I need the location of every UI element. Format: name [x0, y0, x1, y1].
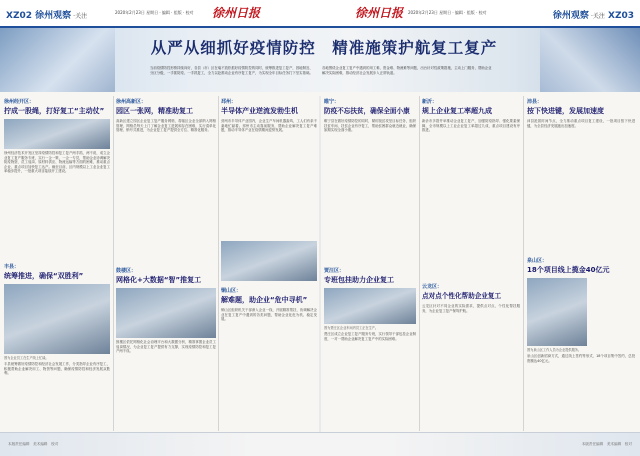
article-body: 睢宁县在做好疫情防控的同时，紧盯脱贫攻坚目标任务，组织扶贫车间、扶贫企业有序复工，帮助贫困群众就近就业，确保如期实现全面小康。	[324, 119, 416, 132]
banner-photo-right	[540, 28, 640, 92]
article-body: 沛县抢抓时间节点，全力推动重点项目复工建设，一批项目按下快进键，为全县经济发展跑出加速度。	[527, 119, 635, 128]
column-rule	[218, 96, 219, 431]
lede-left: 当前疫情防控形势持续向好，各县（市）区在毫不放松抓好疫情防控的同时，统筹推进复工复产，因地制宜、分区分级，一手抓防疫、一手抓复工，全力以赴推动企业有序复工复产，为实现全年目标任务打下坚实基础。	[150, 66, 313, 75]
section-label: 贾汪区：	[324, 268, 345, 274]
column-1	[4, 96, 110, 431]
footer-right-credit: 本版责任编辑 美术编辑 校对	[581, 442, 632, 446]
right-date-line: 2020年2月23日 星期日 · 编辑 · 组版 · 校对	[408, 10, 487, 15]
section-label: 徐州高新区：	[116, 99, 147, 105]
section-title: 网格化+大数据“智”推复工	[116, 276, 202, 284]
section-title: 规上企业复工率超九成	[422, 107, 492, 115]
article-body: 鼓楼区依托网格化社会治理平台和大数据分析，精准掌握企业员工返岗情况，为企业复工复产提供有力支撑，实现疫情防控和复工复产两不误。	[116, 340, 216, 353]
section-label: 丰县：	[4, 264, 20, 270]
right-newspaper-logo: 徐州日报	[355, 6, 404, 20]
column-6	[527, 96, 635, 431]
left-date-line: 2020年2月23日 星期日 · 编辑 · 组版 · 校对	[115, 10, 194, 15]
section-photo	[221, 241, 317, 281]
article-body: 云龙区针对不同企业的实际需求，提供点对点、个性化帮扶服务，为企业复工复产保驾护航。	[422, 304, 520, 313]
section-label: 沛县：	[527, 99, 543, 105]
section-title: 半导体产业逆流发勃生机	[221, 107, 298, 115]
photo-caption: 图为企业员工在生产线上忙碌。	[4, 356, 49, 360]
article-body: 新沂市多措并举推动企业复工复产，加强防疫指导、强化要素保障，全市规模以上工业企业复工率超过九成，重点项目建设有序推进。	[422, 119, 520, 132]
section-label: 邳州：	[221, 99, 237, 105]
article-body: 邳州市半导体产业园内，企业生产车间机器轰鸣，工人们有条不紊地忙碌着。邳州市主动靠前服务，帮助企业解决复工复产难题，推动半导体产业在疫情期间逆势发展。	[221, 119, 317, 132]
section-title: 按下快进键，发展加速度	[527, 107, 604, 115]
section-title: 防疫不忘扶贫，确保全面小康	[324, 107, 410, 115]
section-label: 徐州经开区：	[4, 99, 35, 105]
footer-left-credit: 本版责任编辑 美术编辑 校对	[8, 442, 59, 446]
photo-caption: 图为贾汪区企业车间内员工正在生产。	[324, 326, 379, 330]
masthead	[0, 0, 640, 28]
section-title: 统筹推进，确保“双胜利”	[4, 272, 84, 280]
section-label: 铜山区：	[221, 288, 242, 294]
right-subsection: ·关注	[590, 13, 605, 20]
section-label: 睢宁：	[324, 99, 340, 105]
column-4	[324, 96, 416, 431]
left-section-name: 徐州观察	[35, 11, 72, 21]
section-label: 鼓楼区：	[116, 268, 137, 274]
section-title: 拧成一股绳，打好复工“主动仗”	[4, 107, 105, 115]
section-photo	[324, 288, 416, 324]
column-5	[422, 96, 520, 431]
section-title: 解难题，助企业“危中寻机”	[221, 296, 308, 304]
article-body: 铜山区组织机关干部深入企业一线，开展精准帮扶，协调解决企业在复工复产中遇到的各类问题，帮助企业化危为机、稳定发展。	[221, 308, 317, 321]
section-title: 18个项目线上揽金40亿元	[527, 266, 610, 274]
section-label: 新沂：	[422, 99, 438, 105]
page-gutter	[319, 96, 321, 432]
section-photo	[4, 119, 110, 149]
section-title: 专班包挂助力企业复工	[324, 276, 394, 284]
article-body: 贾汪区成立企业复工复产服务专班，实行领导干部包挂企业制度，一对一帮助企业解决复工复产中的实际困难。	[324, 332, 416, 341]
column-2	[116, 96, 216, 431]
section-title: 园区一张网，精准助复工	[116, 107, 193, 115]
left-page-header	[6, 8, 87, 21]
column-3	[221, 96, 317, 431]
right-page-header	[553, 8, 634, 21]
left-subsection: ·关注	[73, 13, 88, 20]
section-label: 泉山区：	[527, 258, 548, 264]
article-body: 丰县统筹做好疫情防控和经济社会发展工作，分类指导企业有序复工，积极帮助企业解决用工、物资等问题，确保疫情防控和经济发展双胜利。	[4, 362, 110, 375]
section-photo	[4, 284, 110, 354]
section-title: 点对点个性化帮助企业复工	[422, 292, 502, 300]
article-body: 高新区建立园区企业复工复产服务网格，将辖区企业全部纳入网格管理，网格员每天上门了解企业复工进展和存在困难，实行清单化管理、销号式推进，为企业复工复产提供全方位、精准化服务。	[116, 119, 216, 132]
column-rule	[419, 96, 420, 431]
main-headline: 从严从细抓好疫情防控 精准施策护航复工复产	[150, 39, 498, 57]
page-footer	[0, 432, 640, 456]
left-newspaper-logo: 徐州日报	[212, 6, 261, 20]
column-rule	[113, 96, 114, 431]
column-rule	[523, 96, 524, 431]
photo-caption: 图为泉山区工作人员为企业提供服务。	[527, 348, 582, 352]
lede-right: 各地围绕企业复工复产中遇到的用工难、资金难、物流难等问题，出台针对性政策措施，主动上门服务，帮助企业解决实际困难，推动经济社会发展步入正常轨道。	[322, 66, 492, 75]
left-page-number: XZ02	[6, 11, 32, 21]
article-body: 泉山区创新招商方式，通过线上签约等形式，18个项目集中签约，总投资额达40亿元。	[527, 354, 635, 363]
section-label: 云龙区：	[422, 284, 443, 290]
section-photo	[116, 288, 216, 338]
right-section-name: 徐州观察	[552, 11, 589, 21]
right-page-number: XZ03	[608, 11, 634, 21]
banner-photo-left	[0, 28, 115, 92]
section-photo	[527, 278, 587, 346]
article-body: 徐州经济技术开发区坚持疫情防控和复工复产两手抓、两不误，成立企业复工复产服务专班，实行一企一策、一企一专员，帮助企业协调解决防疫物资、员工返岗、原材料供应、物流运输等方面的困难，推动重点企业、重点项目加快复工达产。截至目前，区内规模以上工业企业复工率稳步提升，一批重大项目陆续开工建设。	[4, 151, 110, 173]
